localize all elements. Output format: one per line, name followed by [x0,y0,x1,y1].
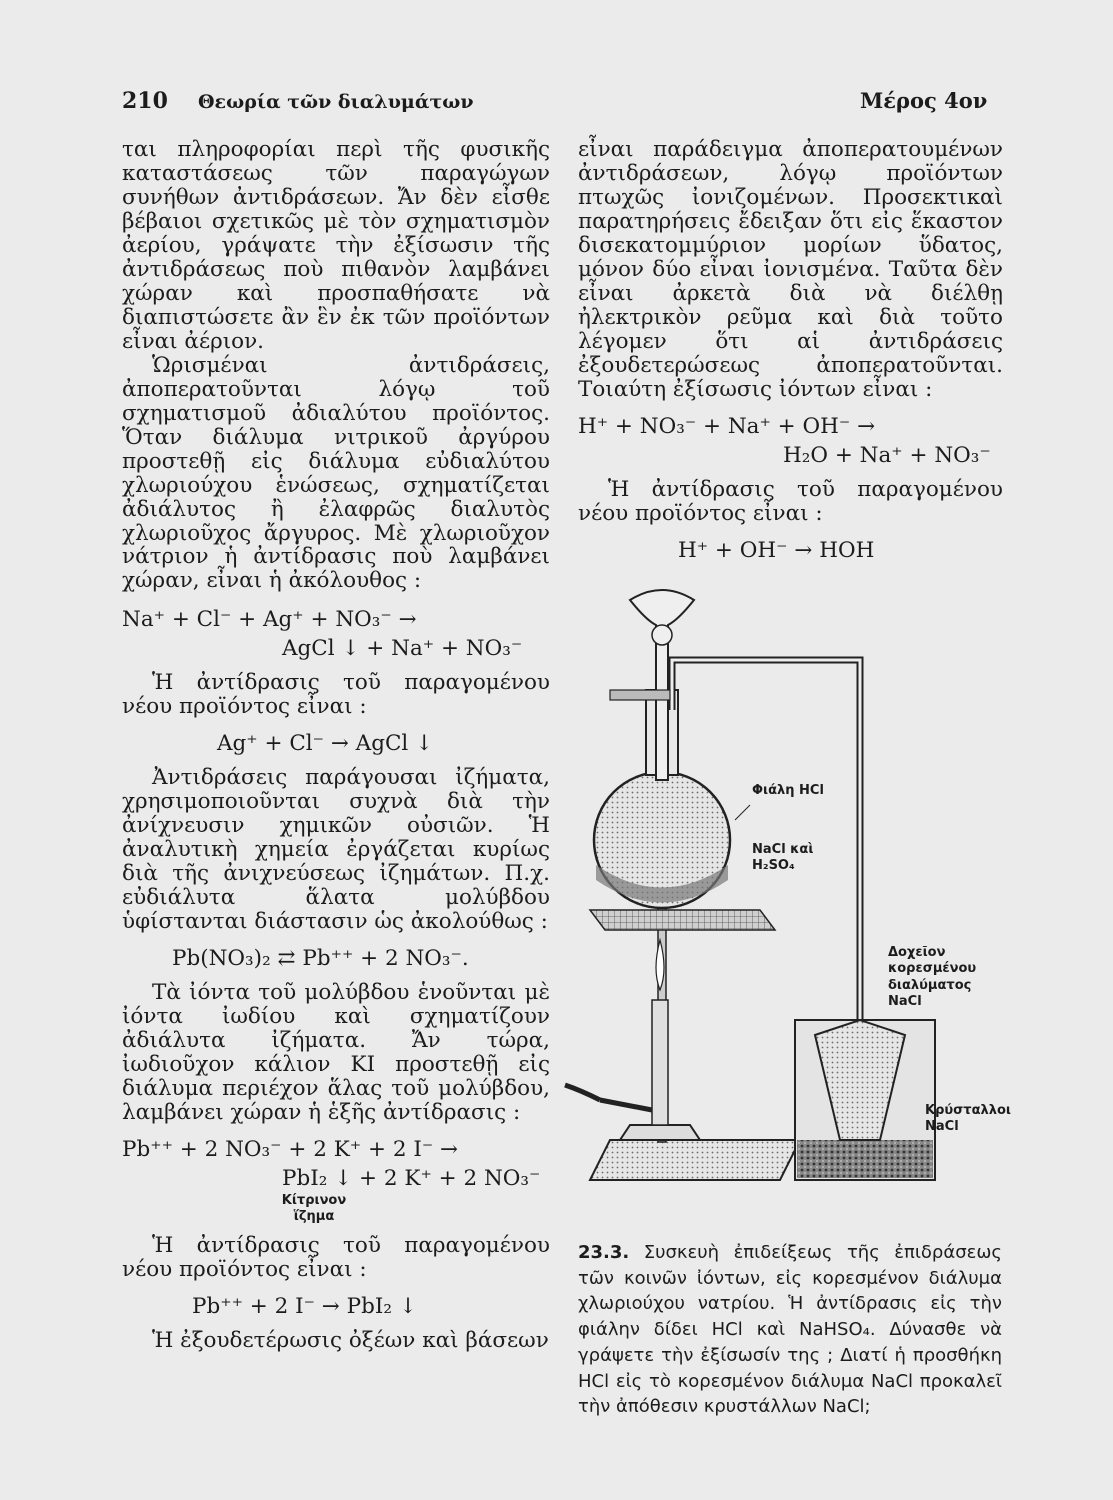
paragraph: εἶναι παράδειγμα ἀποπερατουμένων ἀντιδράσεων, λόγῳ προϊόντων πτωχῶς ἰονιζομένων. Προσεκτικαὶ παρατηρήσεις ἔδειξαν ὅτι εἰς ἕκαστον δισεκατομμύριον μορίων ὕδατος, μόνον δύο εἶναι ἰονισμένα. Ταῦτα δὲν εἶναι ἀρκετὰ διὰ νὰ διέλθῃ ἠλεκτρικὸν ρεῦμα καὶ διὰ τοῦτο λέγομεν ὅτι αἱ ἀντιδράσεις ἐξουδετερώσεως ἀποπερατοῦνται. Τοιαύτη ἐξίσωσις ἰόντων εἶναι : [578,137,1003,402]
precipitate-note: Κίτρινον ἵζημα [281,1193,347,1224]
equation-line: PbI₂ ↓ + 2 K⁺ + 2 NO₃⁻ [282,1166,541,1192]
equation-line: Na⁺ + Cl⁻ + Ag⁺ + NO₃⁻ → [122,607,417,633]
equation-line: Pb(NO₃)₂ ⇄ Pb⁺⁺ + 2 NO₃⁻. [172,946,469,972]
label-hcl-flask: Φιάλη HCl [752,783,824,798]
caption-text: Συσκευὴ ἐπιδείξεως τῆς ἐπιδράσεως τῶν κοινῶν ἰόντων, εἰς κορεσμένον διάλυμα χλωριούχου νατρίου. Ἡ ἀντίδρασις εἰς τὴν φιάλην δίδει HCl καὶ NaHSO₄. Δύνασθε νὰ γράψετε τὴν ἐξίσωσίν της ; Διατί ἡ προσθήκη HCl εἰς τὸ κορεσμένον διάλυμα NaCl προκαλεῖ τὴν ἀπόθεσιν κρυστάλλων NaCl; [578,1242,1002,1418]
paragraph: Ὡρισμέναι ἀντιδράσεις, ἀποπερατοῦνται λόγῳ τοῦ σχηματισμοῦ ἀδιαλύτου προϊόντος. Ὅταν διάλυμα νιτρικοῦ ἀργύρου προστεθῇ εἰς διάλυμα εὐδιαλύτου χλωριούχου ἑνώσεως, σχηματίζεται ἀδιάλυτος ἢ ἐλαφρῶς διαλυτὸς χλωριοῦχος ἄργυρος. Μὲ χλωριοῦχον νάτριον ἡ ἀντίδρασις ποὺ λαμβάνει χώραν, εἶναι ἡ ἀκόλουθος : [122,352,550,594]
paragraph: Ἡ ἀντίδρασις τοῦ παραγομένου νέου προϊόντος εἶναι : [122,1233,550,1283]
paragraph: Τὰ ἰόντα τοῦ μολύβδου ἑνοῦνται μὲ ἰόντα ἰωδίου καὶ σχηματίζουν ἀδιάλυτα ἰζήματα. Ἄν τώρα, ἰωδιοῦχον κάλιον KI προστεθῇ εἰς διάλυμα περιέχον ἅλας τοῦ μολύβδου, λαμβάνει χώραν ἡ ἑξῆς ἀντίδρασις : [122,980,550,1126]
equation-line: AgCl ↓ + Na⁺ + NO₃⁻ [282,636,523,662]
equation-line: H⁺ + NO₃⁻ + Na⁺ + OH⁻ → [578,413,876,439]
paragraph: Ἡ ἀντίδρασις τοῦ παραγομένου νέου προϊόντος εἶναι : [122,670,550,720]
caption-number: 23.3. [578,1242,630,1263]
label-nacl-crystals: Κρύσταλλοι NaCl [925,1103,1011,1135]
running-title-left: Θεωρία τῶν διαλυμάτων [198,91,474,113]
equation-line: Pb⁺⁺ + 2 NO₃⁻ + 2 K⁺ + 2 I⁻ → [122,1137,459,1162]
paragraph: Ἡ ἀντίδρασις τοῦ παραγομένου νέου προϊόντος εἶναι : [578,476,1003,526]
page-number: 210 [122,88,168,114]
equation-line: Ag⁺ + Cl⁻ → AgCl ↓ [217,731,434,757]
left-column [122,138,550,1353]
equation-line: H⁺ + OH⁻ → HOH [678,537,875,563]
paragraph: Ἡ ἐξουδετέρωσις ὀξέων καὶ βάσεων [152,1328,549,1354]
figure-caption [578,1240,1002,1420]
equation-line: Pb⁺⁺ + 2 I⁻ → PbI₂ ↓ [192,1294,417,1320]
label-reagents: NaCl καὶ H₂SO₄ [752,842,814,874]
paragraph: ται πληροφορίαι περὶ τῆς φυσικῆς καταστάσεως τῶν παραγώγων συνήθων ἀντιδράσεων. Ἄν δὲν εἶσθε βέβαιοι σχετικῶς μὲ τὸν σχηματισμὸν ἀερίου, γράψατε τὴν ἐξίσωσιν τῆς ἀντιδράσεως ποὺ πιθανὸν λαμβάνει χώραν καὶ προσπαθήσατε νὰ διαπιστώσετε ἂν ἓν ἐκ τῶν προϊόντων εἶναι ἀέριον. [122,137,550,354]
equation-line: H₂O + Na⁺ + NO₃⁻ [783,442,991,468]
paragraph: Ἀντιδράσεις παράγουσαι ἰζήματα, χρησιμοποιοῦνται συχνὰ διὰ τὴν ἀνίχνευσιν χημικῶν οὐσιῶν. Ἡ ἀναλυτικὴ χημεία ἐργάζεται κυρίως διὰ τῆς ἀνιχνεύσεως ἰζημάτων. Π.χ. εὐδιάλυτα ἅλατα μολύβδου ὑφίστανται διάστασιν ὡς ἀκολούθως : [122,765,550,935]
right-column [578,138,1003,573]
running-title-right: Μέρος 4ον [860,88,988,113]
label-saturated-vessel: Δοχεῖον κορεσμένου διαλύματος NaCl [888,945,977,1009]
